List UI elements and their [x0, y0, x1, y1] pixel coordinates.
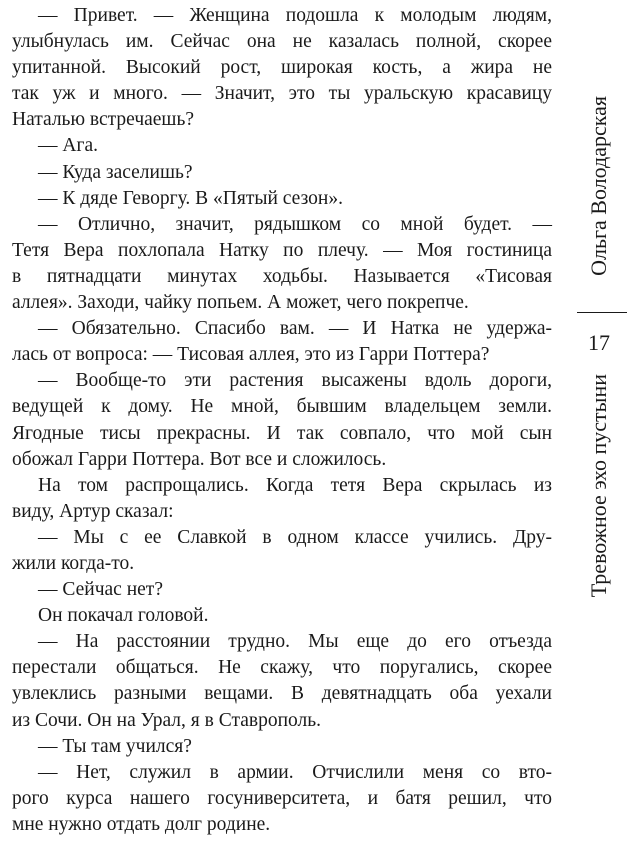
text-line: упитанной. Высокий рост, широкая кость, а жира не: [12, 57, 552, 79]
text-line: из Сочи. Он на Урал, я в Ставрополь.: [12, 709, 321, 731]
text-line: — Привет. — Женщина подошла к молодым людям,: [38, 5, 552, 26]
text-line: Он покачал головой.: [38, 605, 209, 627]
text-line: — Нет, служил в армии. Отчислили меня со вто-: [38, 761, 552, 783]
text-line: — Ага.: [38, 135, 98, 157]
text-line: — К дяде Геворгу. В «Пятый сезон».: [38, 187, 343, 209]
text-line: ведущей к дому. Не мной, бывшим владельцем земли.: [12, 396, 552, 418]
book-title: Тревожное эхо пустыни: [586, 374, 611, 598]
text-line: так уж и много. — Значит, это ты уральскую красавицу: [12, 83, 552, 105]
running-head: [571, 0, 627, 846]
text-line: перестали общаться. Не скажу, что поругались, скорее: [12, 657, 552, 679]
text-line: Тетя Вера похлопала Натку по плечу. — Моя гостиница: [12, 239, 552, 261]
text-line: лась от вопроса: — Тисовая аллея, это из Гарри Поттера?: [12, 344, 490, 366]
text-line: Наталью встречаешь?: [12, 109, 194, 131]
text-line: — Сейчас нет?: [38, 579, 163, 601]
text-line: виду, Артур сказал:: [12, 500, 174, 522]
text-line: обожал Гарри Поттера. Вот все и сложилось.: [12, 448, 387, 470]
text-line: аллея». Заходи, чайку попьем. А может, чего покрепче.: [12, 292, 469, 314]
text-line: — Куда заселишь?: [38, 161, 193, 183]
text-line: жили когда-то.: [12, 552, 135, 574]
author-name: Ольга Володарская: [586, 96, 611, 276]
text-line: — На расстоянии трудно. Мы еще до его отъезда: [38, 631, 552, 653]
body-text: [12, 0, 552, 838]
text-line: — Ты там учился?: [38, 735, 192, 757]
text-line: мне нужно отдать долг родине.: [12, 813, 271, 835]
page-number: 17: [588, 330, 610, 355]
text-line: — Отлично, значит, рядышком со мной будет. —: [38, 213, 552, 235]
text-line: На том распрощались. Когда тетя Вера скрылась из: [38, 474, 552, 496]
text-line: Ягодные тисы прекрасны. И так совпало, что мой сын: [12, 422, 552, 444]
text-line: рого курса нашего госуниверситета, и батя решил, что: [12, 787, 552, 809]
text-line: увлеклись разными вещами. В девятнадцать оба уехали: [12, 683, 552, 705]
text-line: — Мы с ее Славкой в одном классе учились. Дру-: [38, 526, 552, 548]
text-line: улыбнулась им. Сейчас она не казалась полной, скорее: [12, 31, 552, 53]
text-line: — Вообще-то эти растения высажены вдоль дороги,: [38, 370, 552, 392]
text-line: — Обязательно. Спасибо вам. — И Натка не удержа-: [38, 318, 552, 340]
divider: [577, 312, 627, 313]
text-line: в пятнадцати минутах ходьбы. Называется «Тисовая: [12, 265, 552, 287]
